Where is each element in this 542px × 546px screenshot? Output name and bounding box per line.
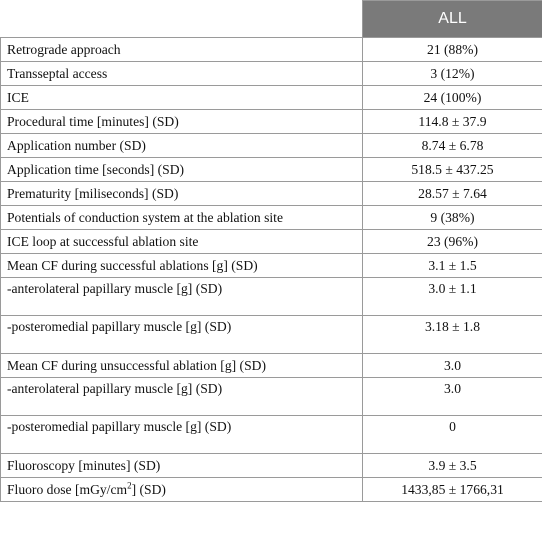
- row-value: 3.1 ± 1.5: [363, 254, 542, 278]
- table-row: [1, 254, 542, 278]
- row-label: -anterolateral papillary muscle [g] (SD): [1, 378, 363, 416]
- row-label: [1, 478, 363, 502]
- row-value: 23 (96%): [363, 230, 542, 254]
- row-value: 3.0 ± 1.1: [363, 278, 542, 316]
- row-label: Application number (SD): [1, 134, 363, 158]
- header-row: [1, 1, 542, 38]
- row-label: Prematurity [miliseconds] (SD): [1, 182, 363, 206]
- row-value: 0: [363, 416, 542, 454]
- table-row: [1, 62, 542, 86]
- row-value: 1433,85 ± 1766,31: [363, 478, 542, 502]
- table-row: [1, 110, 542, 134]
- row-label: -posteromedial papillary muscle [g] (SD): [1, 316, 363, 354]
- row-label-superscript: 2: [127, 479, 132, 490]
- table-row: [1, 230, 542, 254]
- table-row: [1, 378, 542, 416]
- row-value: 518.5 ± 437.25: [363, 158, 542, 182]
- table-row: [1, 182, 542, 206]
- table-row: [1, 316, 542, 354]
- row-label: Potentials of conduction system at the ablation site: [1, 206, 363, 230]
- header-all: ALL: [363, 1, 542, 38]
- row-value: 3 (12%): [363, 62, 542, 86]
- row-label: -anterolateral papillary muscle [g] (SD): [1, 278, 363, 316]
- row-value: 114.8 ± 37.9: [363, 110, 542, 134]
- row-value: 3.0: [363, 354, 542, 378]
- row-label: Procedural time [minutes] (SD): [1, 110, 363, 134]
- table-row: [1, 354, 542, 378]
- table-row: [1, 38, 542, 62]
- row-value: 9 (38%): [363, 206, 542, 230]
- header-blank-cell: [1, 1, 363, 38]
- row-label: ICE loop at successful ablation site: [1, 230, 363, 254]
- row-label: -posteromedial papillary muscle [g] (SD): [1, 416, 363, 454]
- row-value: 3.0: [363, 378, 542, 416]
- row-value: 24 (100%): [363, 86, 542, 110]
- row-value: 21 (88%): [363, 38, 542, 62]
- row-label: Application time [seconds] (SD): [1, 158, 363, 182]
- table-row: [1, 416, 542, 454]
- row-value: 3.18 ± 1.8: [363, 316, 542, 354]
- row-label: Fluoroscopy [minutes] (SD): [1, 454, 363, 478]
- row-value: 3.9 ± 3.5: [363, 454, 542, 478]
- table-row: [1, 86, 542, 110]
- row-label: Mean CF during unsuccessful ablation [g] (SD): [1, 354, 363, 378]
- row-value: 28.57 ± 7.64: [363, 182, 542, 206]
- table-row: [1, 278, 542, 316]
- table-row: [1, 158, 542, 182]
- row-value: 8.74 ± 6.78: [363, 134, 542, 158]
- row-label: ICE: [1, 86, 363, 110]
- row-label-suffix: ] (SD): [131, 481, 166, 497]
- row-label: Transseptal access: [1, 62, 363, 86]
- row-label-prefix: Fluoro dose [mGy/cm: [7, 481, 128, 497]
- table-row: [1, 206, 542, 230]
- row-label: Retrograde approach: [1, 38, 363, 62]
- table-row: [1, 454, 542, 478]
- row-label: Mean CF during successful ablations [g] (SD): [1, 254, 363, 278]
- table-row: [1, 134, 542, 158]
- table-row: [1, 478, 542, 502]
